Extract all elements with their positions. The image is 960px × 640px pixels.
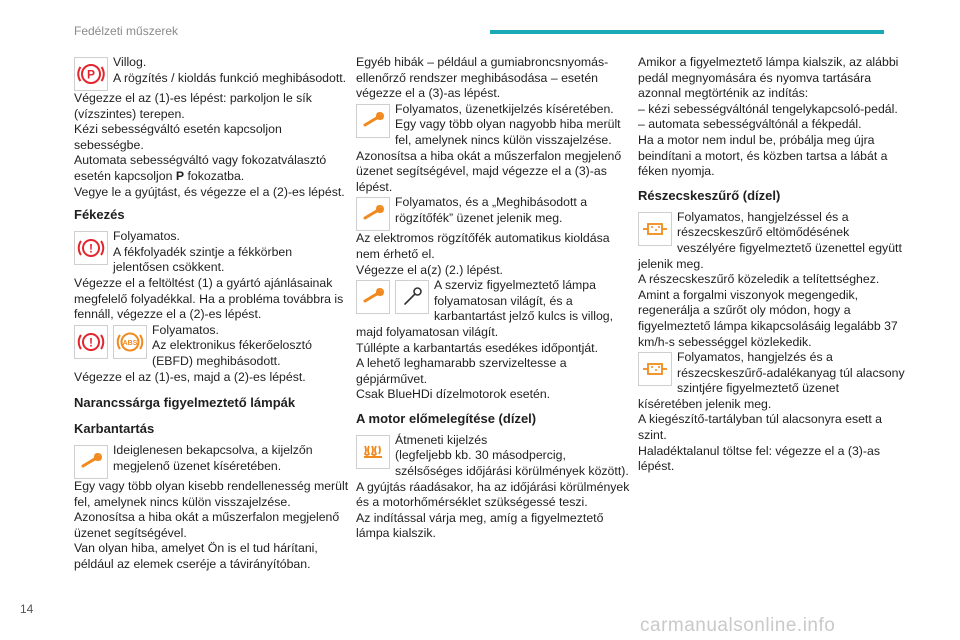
brake-warning-icon <box>74 231 108 265</box>
abs-warning-icon <box>113 325 147 359</box>
svg-text:!: ! <box>89 241 93 256</box>
brakes-heading: Fékezés <box>74 207 125 223</box>
lamp-text: (legfeljebb kb. 30 másodpercig, szélsőséges időjárási körülmények között). <box>395 448 629 479</box>
instruction-line: Csak BlueHDi dízelmotorok esetén. <box>356 387 551 402</box>
list-item: – kézi sebességváltónál tengelykapcsoló-pedál. <box>638 101 898 116</box>
orange-lamps-heading: Narancssárga figyelmeztető lámpák <box>74 395 296 411</box>
lamp-text: Folyamatos, hangjelzéssel és a részecskeszűrő eltömődésének veszélyére figyelmeztető üzenettel együtt jelenik meg. <box>638 209 902 271</box>
wrench-icon <box>356 104 390 138</box>
instruction-line: Végezze el a(z) (2.) lépést. <box>356 262 503 277</box>
particle-filter-icon <box>638 212 672 246</box>
particle-filter-lamp-entry <box>638 210 906 272</box>
header-accent-bar <box>490 30 884 34</box>
parking-brake-lamp-entry <box>74 55 350 91</box>
wrench-icon <box>356 280 390 314</box>
ebfd-lamp-entry <box>74 323 350 370</box>
lamp-text: Egy vagy több olyan nagyobb hiba merült fel, amelynek nincs külön visszajelzése. <box>395 117 621 147</box>
lamp-text: Folyamatos, hangjelzés és a részecskeszűrő-adalékanyag túl alacsony szintjére figyelmeztető üzenet kíséretében jelenik meg. <box>638 350 905 411</box>
lamp-status: Átmeneti kijelzés <box>395 432 488 447</box>
list-item: – automata sebességváltónál a fékpedál. <box>638 117 862 132</box>
lamp-text: Folyamatos, és a „Meghibásodott a rögzítőfék” üzenet jelenik meg. <box>395 195 588 225</box>
particle-filter-lamp-entry <box>638 350 906 412</box>
lamp-text: Ideiglenesen bekapcsolva, a kijelzőn megjelenő üzenet kíséretében. <box>113 443 313 473</box>
instruction-line: A kiegészítő-tartályban túl alacsonyra esett a szint. <box>638 412 883 443</box>
instruction-line: Automata sebességváltó vagy fokozatválasztó esetén kapcsoljon P fokozatba. <box>74 153 327 183</box>
instruction-line: Végezze el a feltöltést (1) a gyártó ajánlásainak megfelelő folyadékkal. Ha a probléma továbbra is fennáll, végezze el a (2)-es lépést. <box>74 275 344 322</box>
lamp-text: Folyamatos, üzenetkijelzés kíséretében. <box>395 101 614 116</box>
instruction-line: Túllépte a karbantartás esedékes időpontját. <box>356 340 598 355</box>
wrench-icon <box>356 197 390 231</box>
service-key-icon <box>395 280 429 314</box>
preheat-lamp-entry <box>356 433 632 480</box>
lamp-text: A rögzítés / kioldás funkció meghibásodott. <box>113 70 347 85</box>
instruction-line: Azonosítsa a hiba okát a műszerfalon megjelenő üzenet segítségével, majd végezze el a (3)-as lépést. <box>356 148 622 194</box>
watermark: carmanualsonline.info <box>640 615 836 636</box>
svg-text:P: P <box>86 67 96 82</box>
lamp-status: Villog. <box>113 55 147 69</box>
lamp-text: Az elektronikus fékerőelosztó (EBFD) meghibásodott. <box>152 338 312 368</box>
wrench-icon <box>74 445 108 479</box>
particle-filter-icon <box>638 352 672 386</box>
lamp-status: Folyamatos. <box>152 322 219 337</box>
parking-brake-warning-icon <box>74 57 108 91</box>
brake-warning-icon <box>74 325 108 359</box>
instruction-line: Ha a motor nem indul be, próbálja meg újra beindítani a motort, és közben tartsa a lábát a féken nyomja. <box>638 132 888 179</box>
instruction-line: A részecskeszűrő közeledik a telítettséghez. <box>638 272 880 287</box>
service-lamp-entry <box>356 278 632 340</box>
svg-text:ABS: ABS <box>122 339 138 347</box>
wrench-lamp-entry <box>356 195 632 231</box>
instruction-line: A gyújtás ráadásakor, ha az időjárási körülmények és a motorhőmérséklet szükségessé teszi. <box>356 479 630 510</box>
instruction-line: Vegye le a gyújtást, és végezze el a (2)-es lépést. <box>74 184 345 199</box>
instruction-line: Haladéktalanul töltse fel: végezze el a (3)-as lépést. <box>638 443 880 474</box>
instruction-line: Végezze el az (1)-es lépést: parkoljon le sík (vízszintes) terepen. <box>74 91 312 121</box>
instruction-line: Egy vagy több olyan kisebb rendellenesség merült fel, amelynek nincs külön visszajelzése. <box>74 479 349 509</box>
instruction-line: Kézi sebességváltó esetén kapcsoljon sebességbe. <box>74 122 282 152</box>
column-1 <box>74 55 350 573</box>
instruction-line: Az elektromos rögzítőfék automatikus kioldása nem érhető el. <box>356 231 610 261</box>
section-title: Fedélzeti műszerek <box>74 24 179 38</box>
lamp-text: A fékfolyadék szintje a fékkörben jelentősen csökkent. <box>113 244 293 275</box>
glow-plug-icon <box>356 435 390 469</box>
column-3 <box>638 55 906 475</box>
particle-filter-heading: Részecskeszűrő (dízel) <box>638 187 781 203</box>
svg-text:!: ! <box>89 335 93 350</box>
lamp-status: Folyamatos. <box>113 229 180 244</box>
column-2 <box>356 55 632 542</box>
instruction-line: Van olyan hiba, amelyet Ön is el tud hárítani, például az elemek cseréje a távirányítóban. <box>74 541 318 572</box>
paragraph: Amikor a figyelmeztető lámpa kialszik, az alábbi pedál megnyomására és nyomva tartására azonnal megtörténik az indítás: <box>638 55 899 101</box>
page-number: 14 <box>20 602 34 616</box>
maintenance-heading: Karbantartás <box>74 421 155 437</box>
wrench-lamp-entry <box>356 102 632 149</box>
preheat-heading: A motor előmelegítése (dízel) <box>356 410 537 426</box>
instruction-line: Az indítással várja meg, amíg a figyelmeztető lámpa kialszik. <box>356 510 604 541</box>
lamp-text: A szerviz figyelmeztető lámpa folyamatosan világít, és a karbantartást jelző kulcs is villog, majd folyamatosan világít. <box>356 278 614 339</box>
instruction-line: Azonosítsa a hiba okát a műszerfalon megjelenő üzenet segítségével. <box>74 510 340 540</box>
paragraph: Egyéb hibák – például a gumiabroncsnyomás-ellenőrző rendszer meghibásodása – esetén végezze el a (3)-as lépést. <box>356 55 609 101</box>
instruction-line: A lehető leghamarabb szervizeltesse a gépjárművet. <box>356 356 567 386</box>
instruction-line: Végezze el az (1)-es, majd a (2)-es lépést. <box>74 369 306 384</box>
brake-lamp-entry <box>74 229 350 276</box>
maintenance-lamp-entry <box>74 443 350 479</box>
instruction-line: Amint a forgalmi viszonyok megengedik, regenerálja a szűrőt oly módon, hogy a figyelmeztető lámpa kikapcsolásáig legalább 37 km/h-s sebességgel közlekedik. <box>638 287 898 349</box>
